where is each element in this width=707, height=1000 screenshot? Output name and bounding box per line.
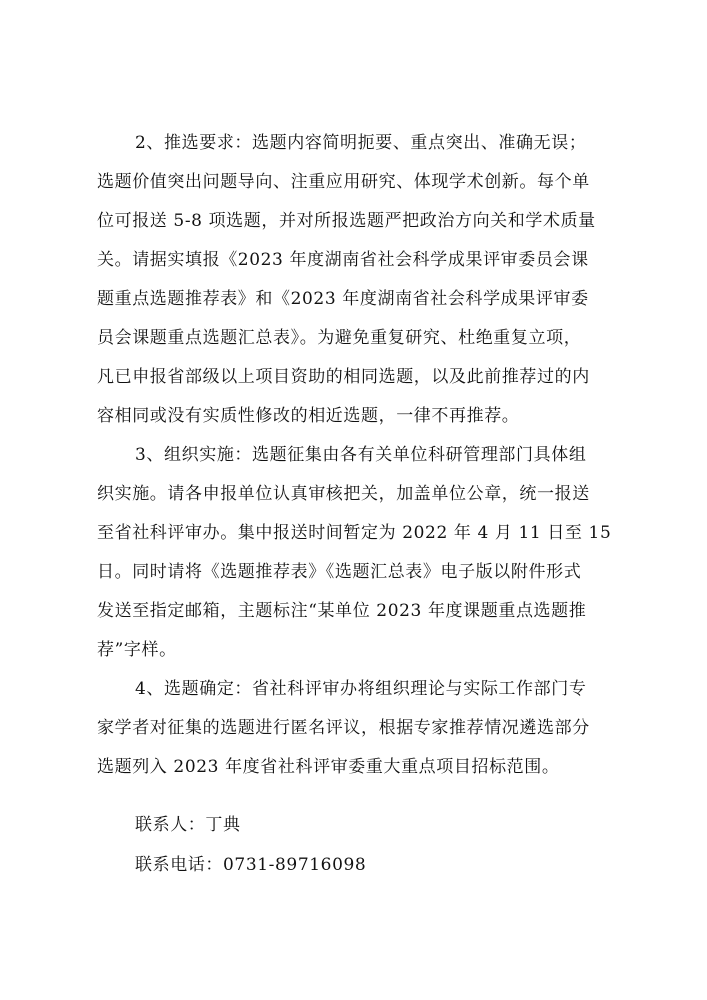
requirements-line-2: 选题价值突出问题导向、注重应用研究、体现学术创新。每个单	[97, 172, 590, 192]
confirmation-line-2: 家学者对征集的选题进行匿名评议，根据专家推荐情况遴选部分	[97, 718, 590, 738]
requirements-line-5: 题重点选题推荐表》和《2023 年度湖南省社会科学成果评审委	[97, 289, 589, 309]
requirements-line-6: 员会课题重点选题汇总表》。为避免重复研究、杜绝重复立项，	[97, 328, 582, 348]
requirements-line-4: 关。请据实填报《2023 年度湖南省社会科学成果评审委员会课	[97, 250, 589, 270]
organization-line-5: 发送至指定邮箱，主题标注“某单位 2023 年度课题重点选题推	[97, 601, 587, 621]
requirements-line-7: 凡已申报省部级以上项目资助的相同选题，以及此前推荐过的内	[97, 367, 590, 387]
requirements-line-1: 2、推选要求：选题内容简明扼要、重点突出、准确无误；	[135, 133, 587, 153]
contact-person: 联系人：丁典	[135, 815, 241, 835]
organization-line-3: 至省社科评审办。集中报送时间暂定为 2022 年 4 月 11 日至 15	[97, 523, 612, 543]
confirmation-line-3: 选题列入 2023 年度省社科评审委重大重点项目招标范围。	[97, 757, 560, 777]
organization-line-4: 日。同时请将《选题推荐表》《选题汇总表》电子版以附件形式	[97, 562, 582, 582]
organization-line-1: 3、组织实施：选题征集由各有关单位科研管理部门具体组	[135, 445, 587, 465]
requirements-line-3: 位可报送 5-8 项选题，并对所报选题严把政治方向关和学术质量	[97, 211, 596, 231]
organization-line-6: 荐”字样。	[97, 640, 177, 660]
confirmation-line-1: 4、选题确定：省社科评审办将组织理论与实际工作部门专	[135, 679, 587, 699]
requirements-line-8: 容相同或没有实质性修改的相近选题，一律不再推荐。	[97, 406, 520, 426]
contact-phone: 联系电话：0731-89716098	[135, 855, 367, 875]
organization-line-2: 织实施。请各申报单位认真审核把关，加盖单位公章，统一报送	[97, 484, 590, 504]
